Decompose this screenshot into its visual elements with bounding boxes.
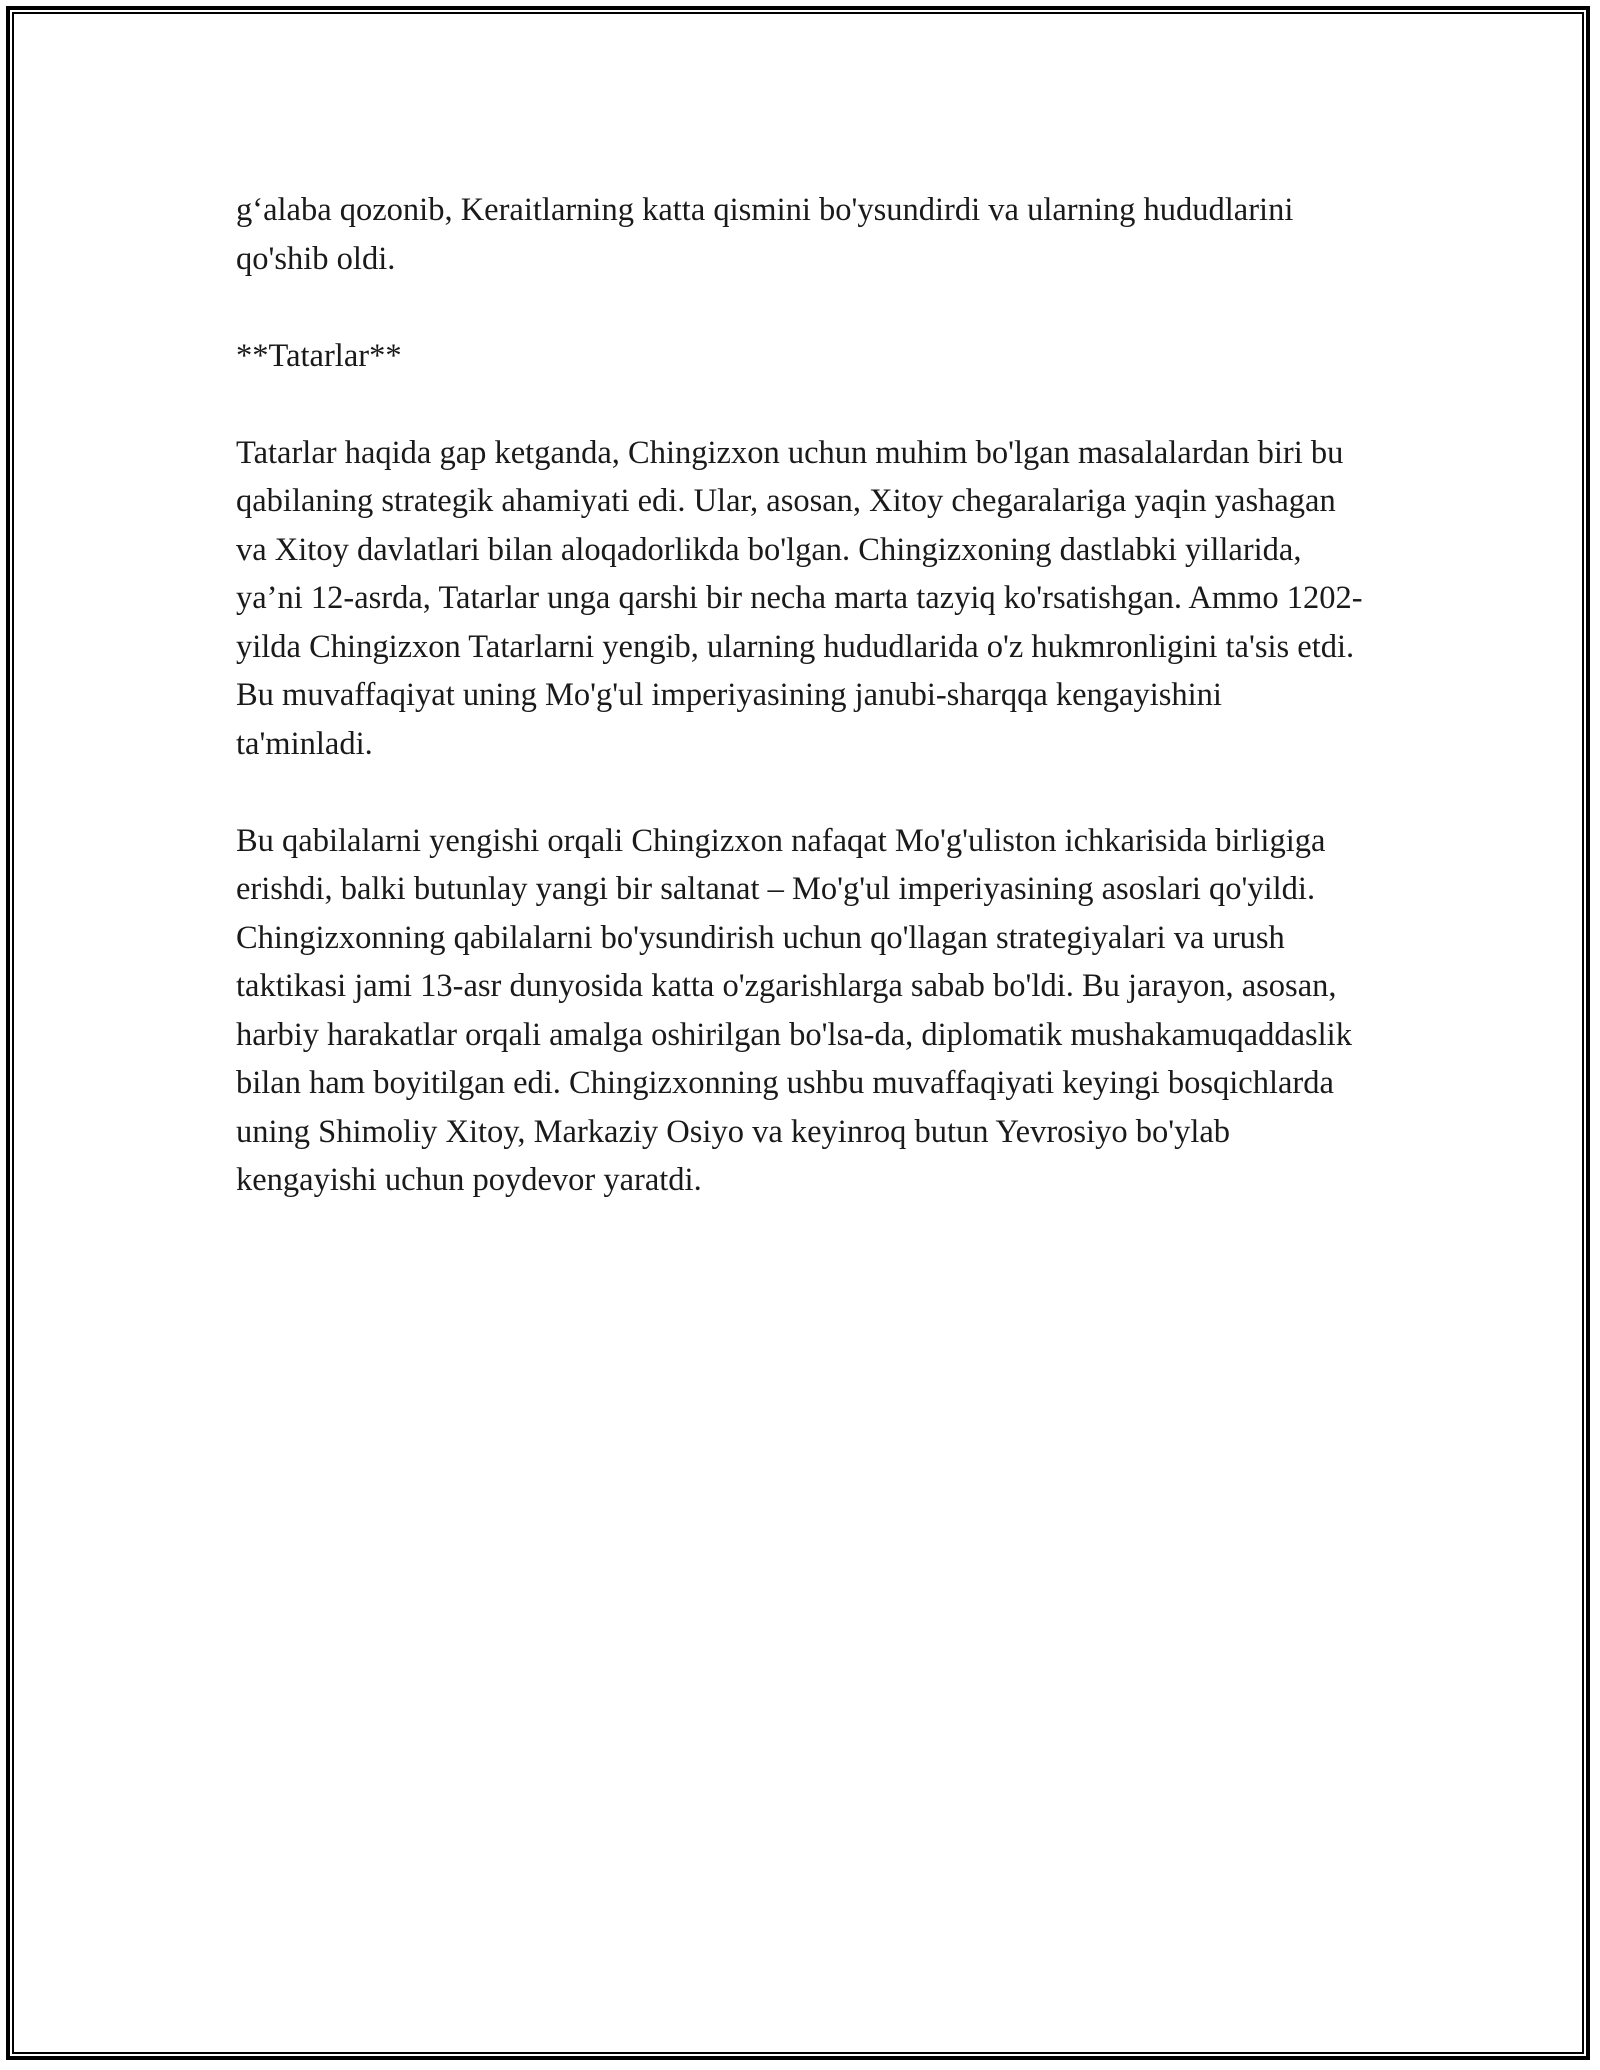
document-body: [236, 186, 1366, 1253]
section-heading-tatarlar: **Tatarlar**: [236, 337, 402, 374]
paragraph-conclusion: Bu qabilalarni yengishi orqali Chingizxon nafaqat Mo'g'uliston ichkarisida birligiga erishdi, balki butunlay yangi bir saltanat – Mo'g'ul imperiyasining asoslari qo'yildi. Chingizxonning qabilalarni bo'ysundirish uchun qo'llagan strategiyalari va urush taktikasi jami 13-asr dunyosida katta o'zgarishlarga sabab bo'ldi. Bu jarayon, asosan, harbiy harakatlar orqali amalga oshirilgan bo'lsa-da, diplomatik mushakamuqaddaslik bilan ham boyitilgan edi. Chingizxonning ushbu muvaffaqiyati keyingi bosqichlarda uning Shimoliy Xitoy, Markaziy Osiyo va keyinroq butun Yevrosiyo bo'ylab kengayishi uchun poydevor yaratdi.: [236, 822, 1352, 1198]
paragraph-keraitlar-ending: g‘alaba qozonib, Keraitlarning katta qismini bo'ysundirdi va ularning hududlarini qo'shib oldi.: [236, 192, 1294, 277]
paragraph-tatarlar: Tatarlar haqida gap ketganda, Chingizxon uchun muhim bo'lgan masalalardan biri bu qabilaning strategik ahamiyati edi. Ular, asosan, Xitoy chegaralariga yaqin yashagan va Xitoy davlatlari bilan aloqadorlikda bo'lgan. Chingizxoning dastlabki yillarida, ya’ni 12-asrda, Tatarlar unga qarshi bir necha marta tazyiq ko'rsatishgan. Ammo 1202-yilda Chingizxon Tatarlarni yengib, ularning hududlarida o'z hukmronligini ta'sis etdi. Bu muvaffaqiyat uning Mo'g'ul imperiyasining janubi-sharqqa kengayishini ta'minladi.: [236, 434, 1363, 762]
